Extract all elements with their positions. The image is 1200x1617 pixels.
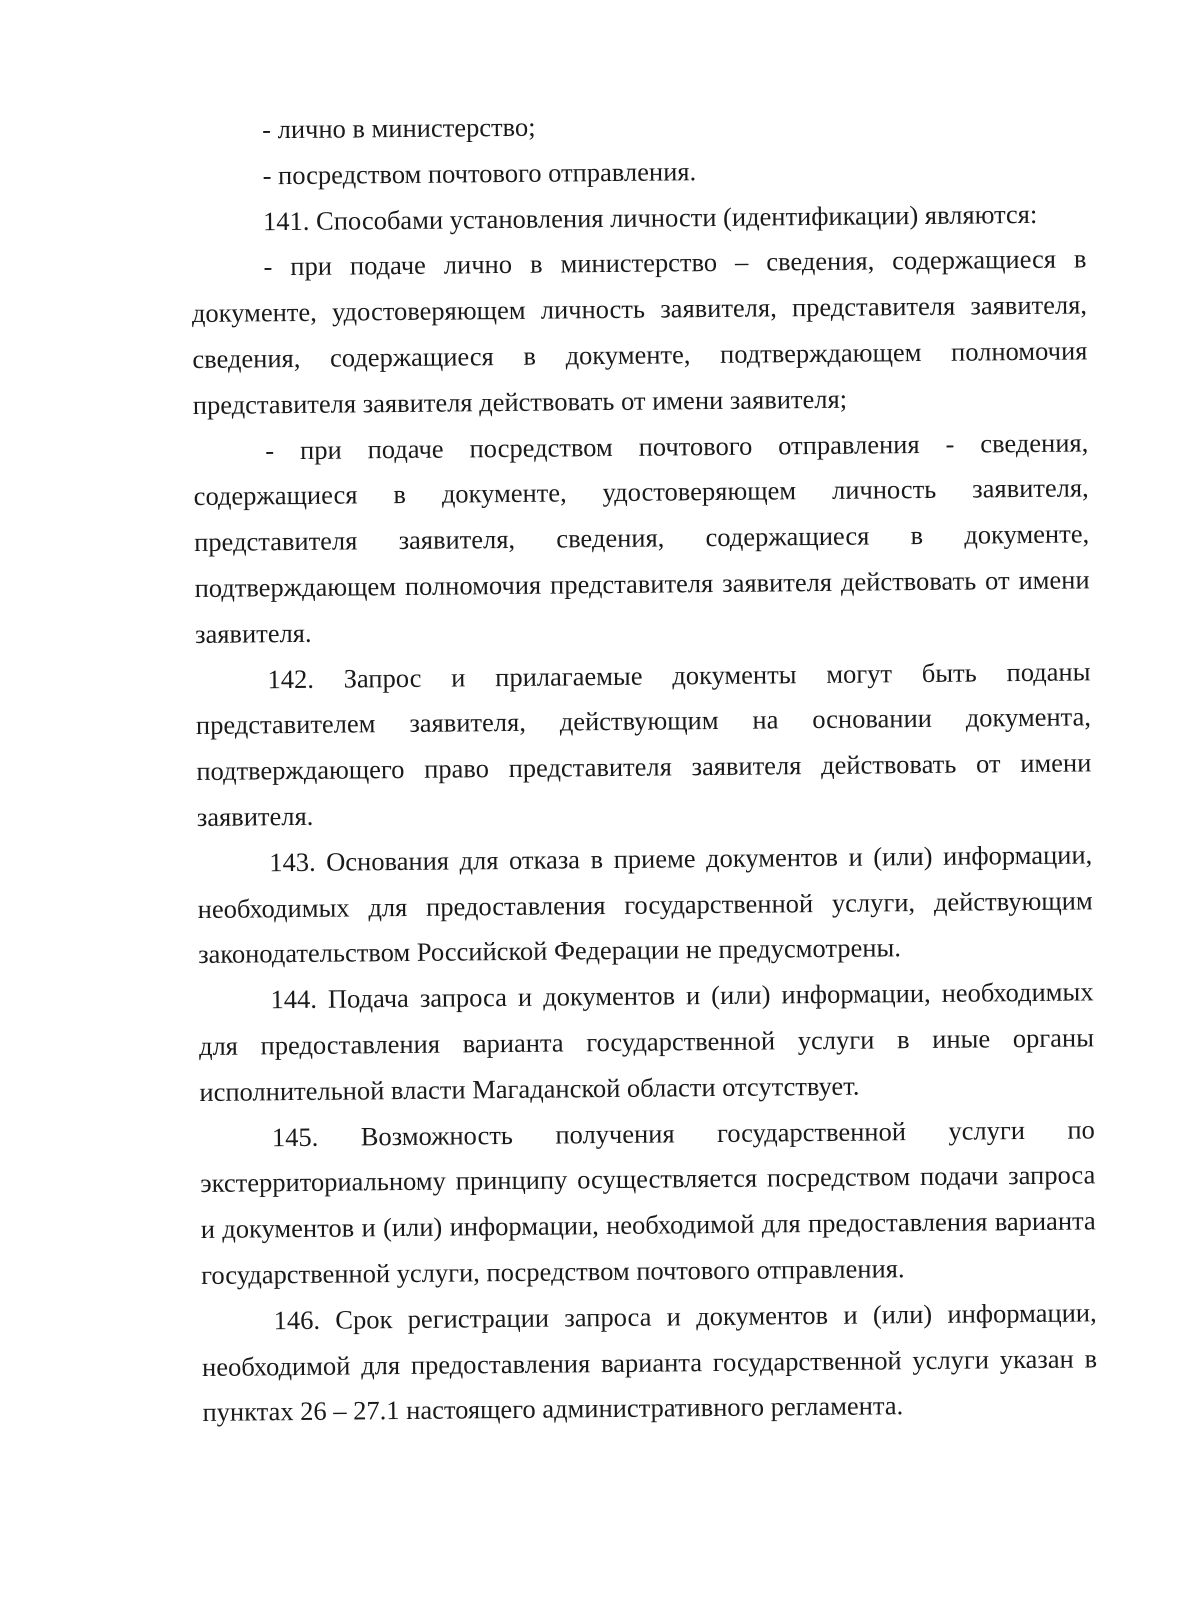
paragraph-144: 144. Подача запроса и документов и (или) информации, необходимых для предоставления варианта государственной услуги в иные органы исполнительной власти Магаданской области отсутствует.: [198, 976, 1095, 1107]
paragraph-submission-in-person: - лично в министерство;: [262, 111, 536, 145]
paragraph-143: 143. Основания для отказа в приеме документов и (или) информации, необходимых для предоставления государственной услуги, действующим законодательством Российской Федерации не предусмотрены.: [197, 839, 1093, 970]
document-body: [190, 99, 1098, 1436]
paragraph-141: 141. Способами установления личности (идентификации) являются:: [262, 198, 1038, 236]
paragraph-146: 146. Срок регистрации запроса и документов и (или) информации, необходимой для предоставления варианта государственной услуги указан в пунктах 26 – 27.1 настоящего административного регламента.: [201, 1297, 1098, 1428]
paragraph-submission-by-mail: - посредством почтового отправления.: [262, 155, 697, 191]
paragraph-141-by-mail: - при подаче посредством почтового отправления - сведения, содержащиеся в документе, удостоверяющем личность заявителя, представителя заявителя, сведения, содержащиеся в документе, подтверждающем полномочия представителя заявителя действовать от имени заявителя.: [193, 426, 1090, 649]
paragraph-145: 145. Возможность получения государственной услуги по экстерриториальному принципу осуществляется посредством подачи запроса и документов и (или) информации, необходимой для предоставления варианта государственной услуги, посредством почтового отправления.: [200, 1113, 1096, 1290]
paragraph-142: 142. Запрос и прилагаемые документы могут быть поданы представителем заявителя, действующим на основании документа, подтверждающего право представителя заявителя действовать от имени заявителя.: [195, 655, 1092, 832]
paragraph-141-in-person: - при подаче лично в министерство – сведения, содержащиеся в документе, удостоверяющем личность заявителя, представителя заявителя, сведения, содержащиеся в документе, подтверждающем полномочия представителя заявителя действовать от имени заявителя;: [191, 243, 1088, 420]
